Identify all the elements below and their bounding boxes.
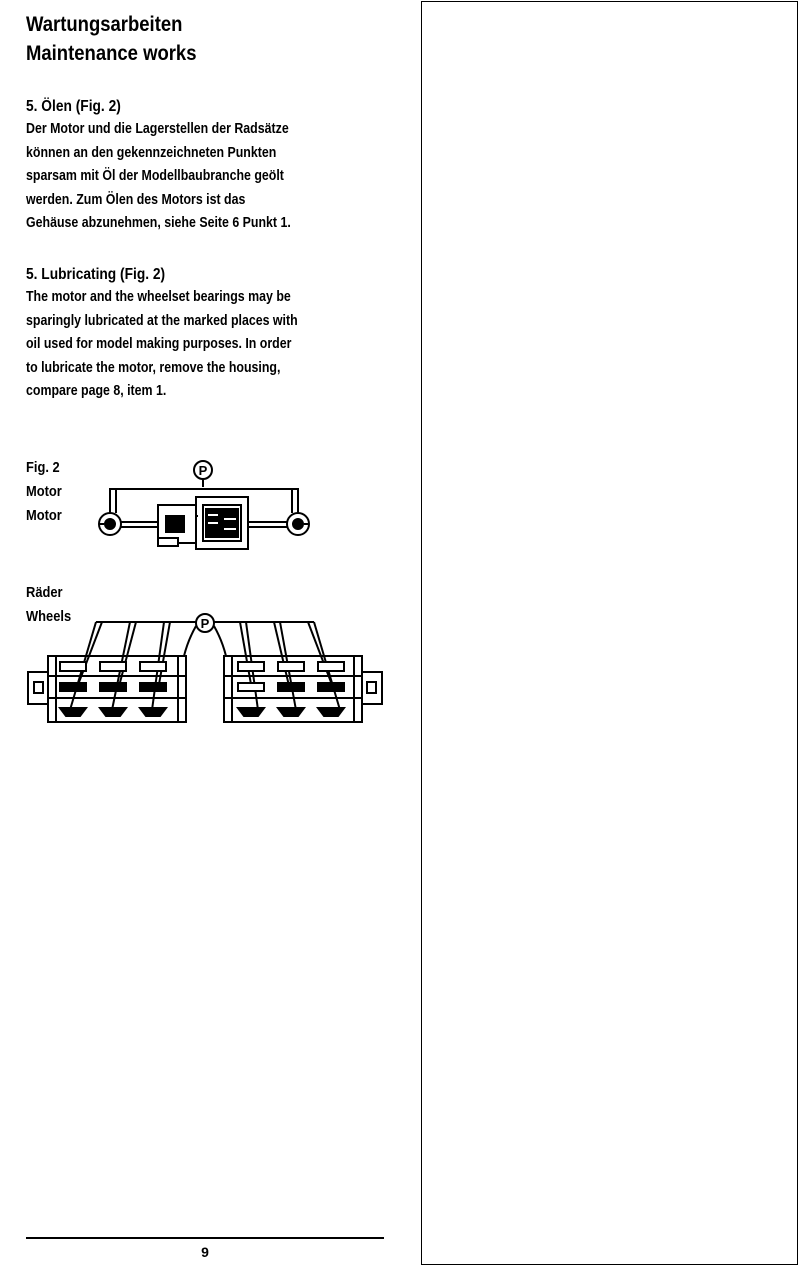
oil-point-icon [196,614,214,632]
section-heading-german: 5. Ölen (Fig. 2) [26,98,121,115]
body-line: werden. Zum Ölen des Motors ist das [26,191,246,208]
body-line: compare page 8, item 1. [26,383,167,400]
oil-point-label: P [200,616,210,631]
page-number: 9 [201,1244,209,1260]
wheels-drawing [28,614,382,722]
fig-2-drawing [0,0,410,760]
wheels-label-english: Wheels [26,608,72,625]
blank-right-page [421,1,798,1265]
oil-point-icon [194,461,212,479]
figure-label: Fig. 2 [26,459,60,476]
body-line: sparingly lubricated at the marked places with [26,312,298,329]
body-line: Gehäuse abzunehmen, siehe Seite 6 Punkt 1. [26,215,291,232]
footer-rule [26,1237,384,1239]
body-line: können an den gekennzeichneten Punkten [26,144,277,161]
body-line: to lubricate the motor, remove the housing, [26,359,281,376]
wheels-label-german: Räder [26,584,63,601]
motor-label-english: Motor [26,507,62,524]
motor-label-german: Motor [26,483,62,500]
motor-drawing [99,461,309,549]
title-english: Maintenance works [26,42,197,65]
title-german: Wartungsarbeiten [26,13,183,36]
section-heading-english: 5. Lubricating (Fig. 2) [26,266,166,283]
oil-point-label: P [198,463,208,478]
body-line: oil used for model making purposes. In order [26,336,292,353]
body-line: Der Motor und die Lagerstellen der Radsätze [26,121,289,137]
body-line: The motor and the wheelset bearings may be [26,289,291,305]
body-line: sparsam mit Öl der Modellbaubranche geölt [26,168,284,185]
